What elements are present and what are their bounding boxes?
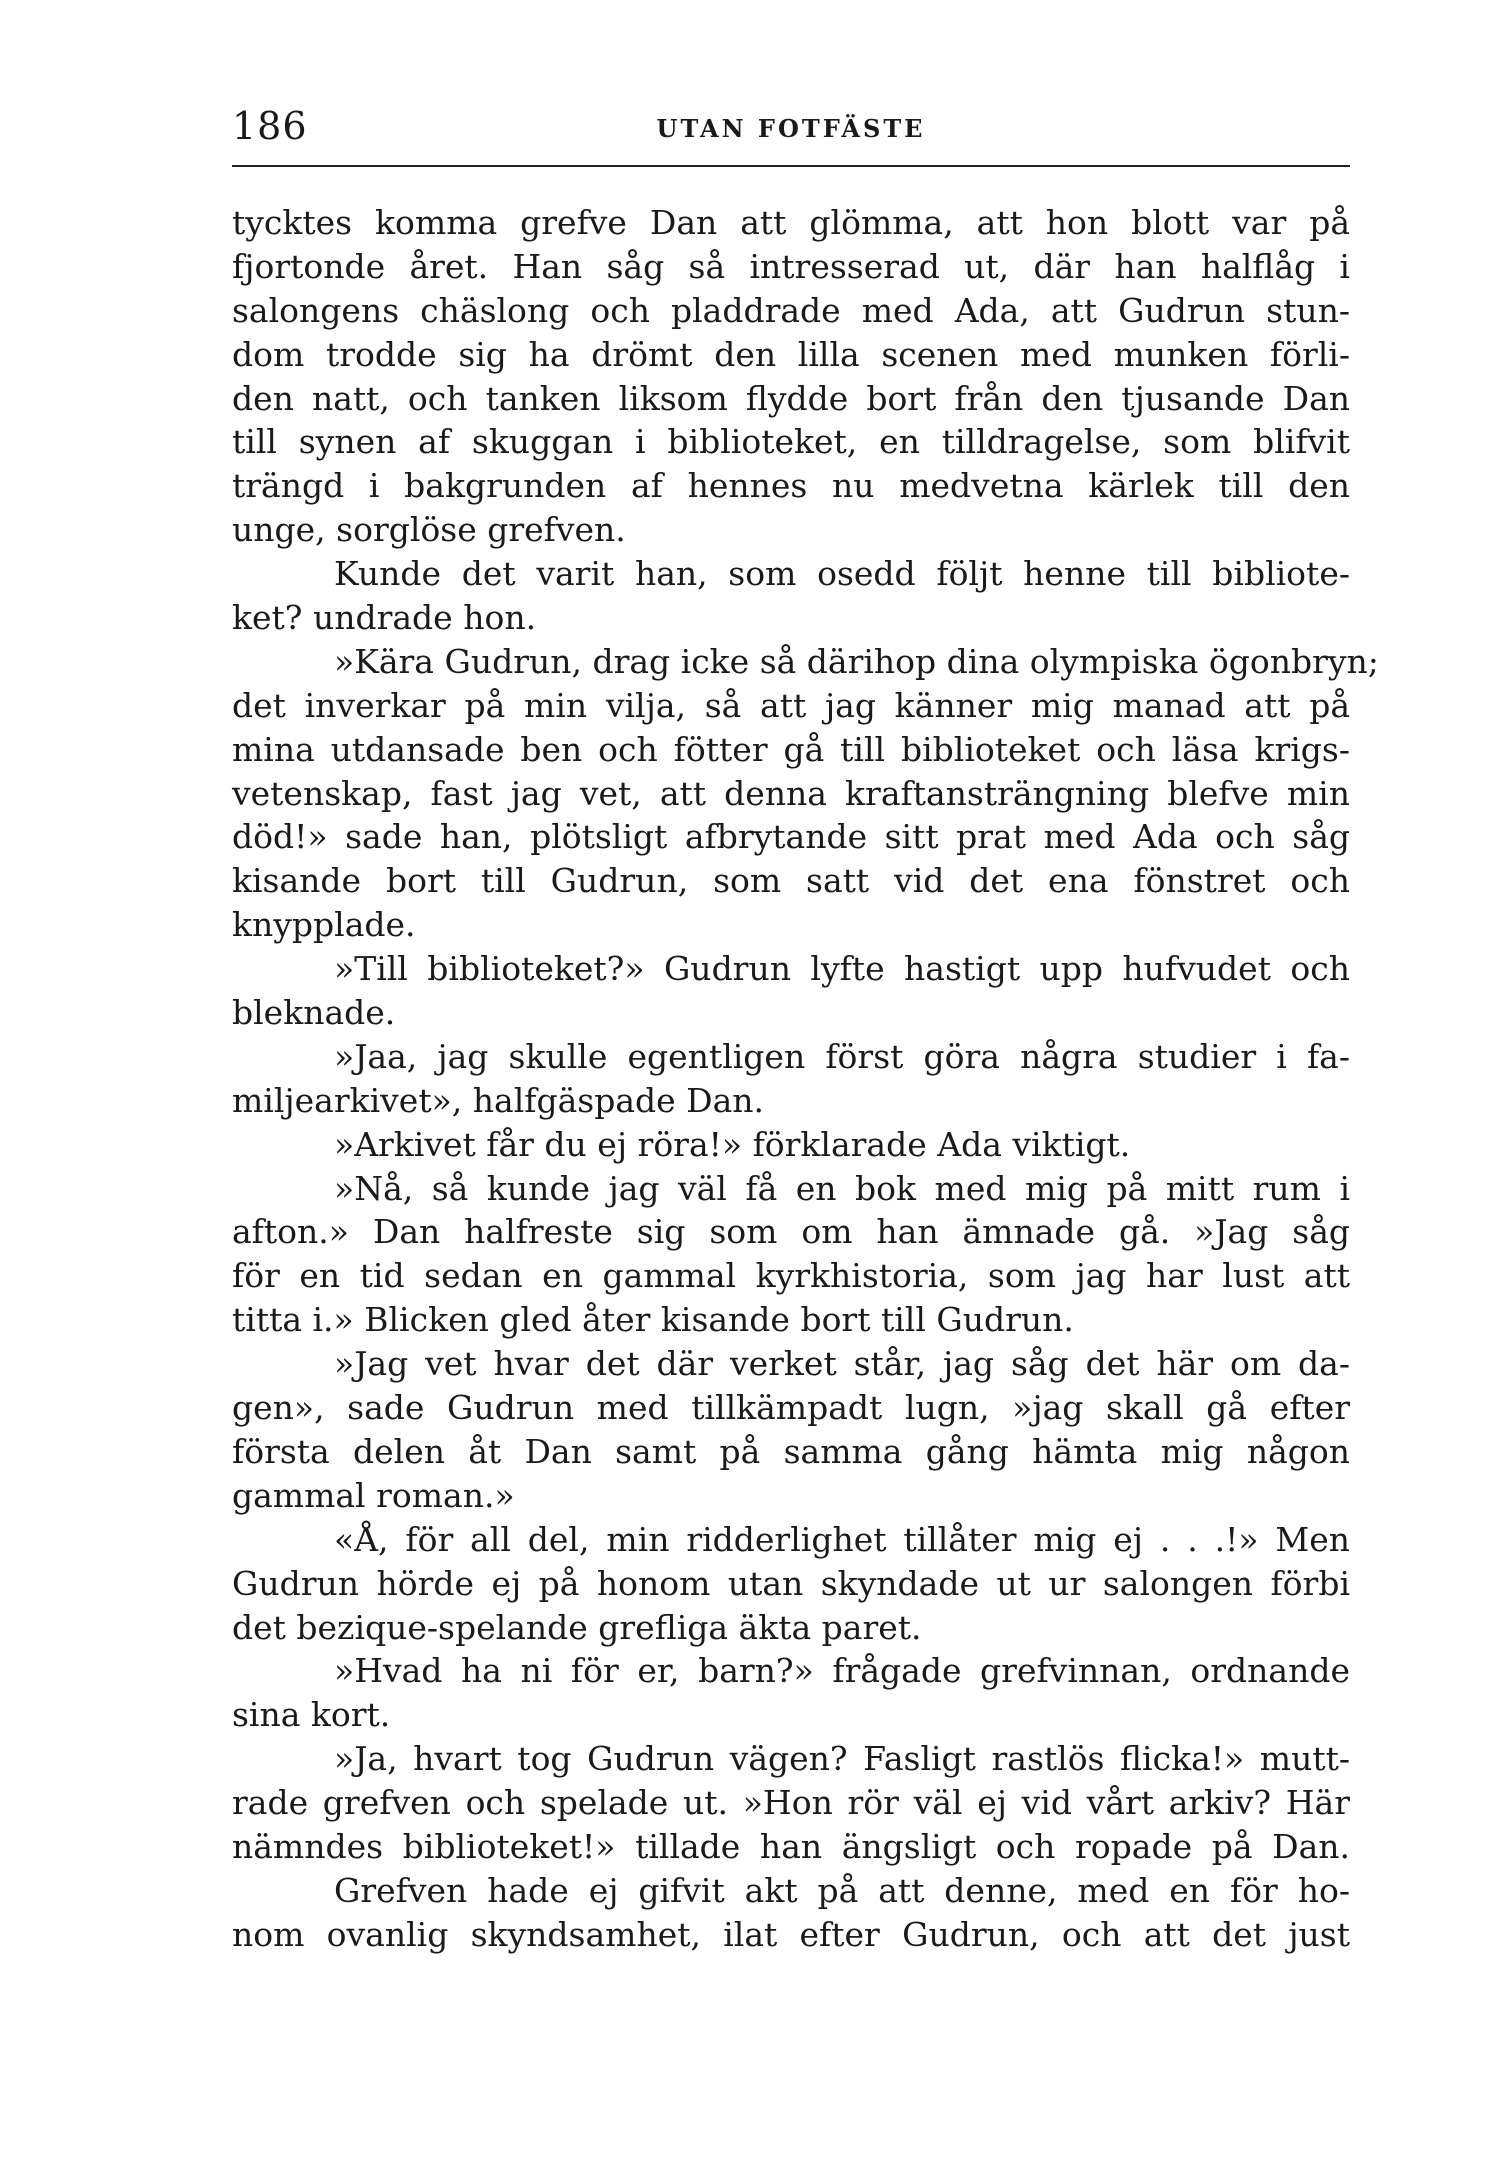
text-line: gen», sade Gudrun med tillkämpadt lugn, »jag skall gå efter	[232, 1388, 1350, 1428]
text-line: miljearkivet», halfgäspade Dan.	[232, 1080, 765, 1120]
text-line: det bezique-spelande grefliga äkta paret.	[232, 1607, 922, 1647]
text-line: ket? undrade hon.	[232, 598, 537, 638]
text-line: kisande bort till Gudrun, som satt vid det ena fönstret och	[232, 861, 1350, 901]
text-line: dom trodde sig ha drömt den lilla scenen med munken förli-	[232, 334, 1350, 374]
text-line: knypplade.	[232, 905, 416, 945]
header-rule	[232, 165, 1350, 167]
text-line: nom ovanlig skyndsamhet, ilat efter Gudrun, och att det just	[232, 1914, 1350, 1954]
text-line: »Hvad ha ni för er, barn?» frågade grefvinnan, ordnande	[334, 1651, 1350, 1691]
text-line: »Arkivet får du ej röra!» förklarade Ada viktigt.	[334, 1124, 1131, 1164]
text-line: första delen åt Dan samt på samma gång hämta mig någon	[232, 1431, 1350, 1471]
text-line: gammal roman.»	[232, 1475, 515, 1515]
text-line: rade grefven och spelade ut. »Hon rör väl ej vid vårt arkiv? Här	[232, 1783, 1350, 1823]
text-line: »Jaa, jag skulle egentligen först göra några studier i fa-	[334, 1036, 1350, 1076]
text-line: mina utdansade ben och fötter gå till biblioteket och läsa krigs-	[232, 729, 1350, 769]
text-line: »Ja, hvart tog Gudrun vägen? Fasligt rastlös flicka!» mutt-	[334, 1739, 1350, 1779]
text-line: titta i.» Blicken gled åter kisande bort till Gudrun.	[232, 1300, 1074, 1340]
text-line: »Nå, så kunde jag väl få en bok med mig på mitt rum i	[334, 1168, 1350, 1208]
text-line: Gudrun hörde ej på honom utan skyndade ut ur salongen förbi	[232, 1563, 1350, 1603]
text-line: afton.» Dan halfreste sig som om han ämnade gå. »Jag såg	[232, 1212, 1350, 1252]
text-line: tycktes komma grefve Dan att glömma, att hon blott var på	[232, 203, 1350, 242]
text-line: »Till biblioteket?» Gudrun lyfte hastigt upp hufvudet och	[334, 949, 1350, 989]
text-line: salongens chäslong och pladdrade med Ada, att Gudrun stun-	[232, 290, 1350, 330]
text-line: »Jag vet hvar det där verket står, jag såg det här om da-	[334, 1344, 1350, 1384]
text-line: död!» sade han, plötsligt afbrytande sitt prat med Ada och såg	[232, 817, 1350, 857]
text-line: till synen af skuggan i biblioteket, en tilldragelse, som blifvit	[232, 422, 1350, 462]
text-line: trängd i bakgrunden af hennes nu medvetna kärlek till den	[232, 466, 1350, 506]
body-text	[232, 201, 1379, 1957]
running-title: UTAN FOTFÄSTE	[656, 114, 926, 143]
text-line: unge, sorglöse grefven.	[232, 510, 626, 550]
text-line: bleknade.	[232, 993, 396, 1033]
text-line: nämndes biblioteket!» tillade han ängsligt och ropade på Dan.	[232, 1826, 1350, 1866]
text-line: det inverkar på min vilja, så att jag känner mig manad att på	[232, 685, 1350, 725]
page-header	[232, 100, 1350, 160]
text-line: för en tid sedan en gammal kyrkhistoria, som jag har lust att	[232, 1256, 1350, 1296]
text-line: «Å, för all del, min ridderlighet tillåter mig ej . . .!» Men	[334, 1519, 1350, 1559]
text-line: vetenskap, fast jag vet, att denna kraftansträngning blefve min	[232, 773, 1350, 813]
text-line: »Kära Gudrun, drag icke så därihop dina olympiska ögonbryn;	[334, 641, 1379, 681]
text-line: den natt, och tanken liksom flydde bort från den tjusande Dan	[232, 378, 1350, 418]
page-number: 186	[232, 104, 308, 148]
text-line: sina kort.	[232, 1695, 391, 1735]
text-line: Grefven hade ej gifvit akt på att denne, med en för ho-	[334, 1870, 1350, 1910]
text-line: fjortonde året. Han såg så intresserad ut, där han halflåg i	[232, 246, 1350, 286]
text-line: Kunde det varit han, som osedd följt henne till bibliote-	[334, 554, 1350, 594]
